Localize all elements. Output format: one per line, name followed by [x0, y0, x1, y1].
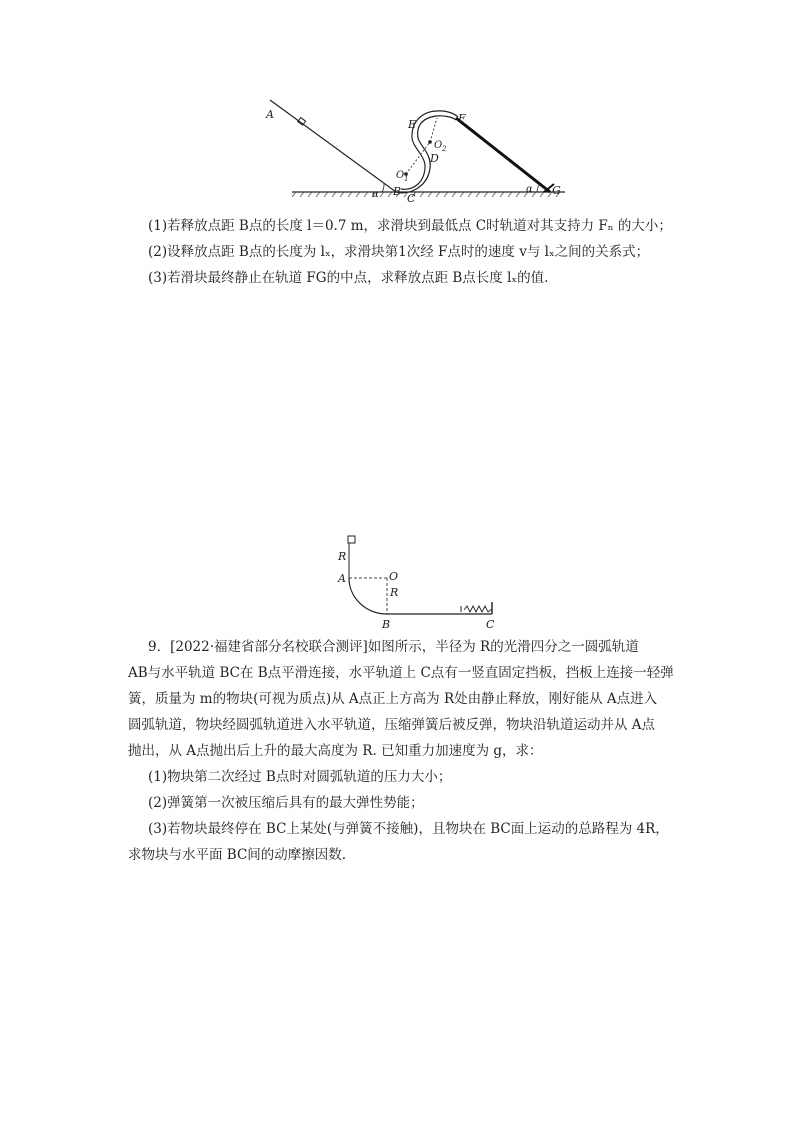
label-d: D [430, 152, 439, 165]
incline-ab [270, 100, 396, 192]
incline-fg [456, 118, 550, 192]
ground-hatching [292, 192, 560, 197]
label-o1-sub: 1 [404, 175, 409, 183]
label-e: E [408, 118, 417, 131]
problem-9-q2: (2)弹簧第一次被压缩后具有的最大弹性势能； [148, 795, 424, 811]
figure-2-svg [330, 530, 510, 630]
label-r-top: R [338, 550, 347, 563]
problem-9-q3a: (3)若物块最终停在 BC上某处(与弹簧不接触)，且物块在 BC面上运动的总路程为 4R， [148, 821, 669, 837]
problem-9-line3: 簧，质量为 m的物块(可视为质点)从 A点正上方高为 R处由静止释放，刚好能从 A点进入 [128, 691, 658, 707]
label-b: B [382, 618, 391, 630]
figure-1-svg [260, 96, 580, 208]
label-a: A [266, 108, 274, 121]
figure-2-track-diagram [330, 530, 510, 630]
label-a: A [338, 572, 346, 585]
label-g: G [552, 184, 561, 197]
radius-dotted-2 [430, 118, 437, 142]
quarter-arc-ab [349, 578, 387, 614]
problem-9 [128, 634, 688, 868]
label-o1: O [396, 170, 405, 181]
problem-9-line5: 抛出，从 A点抛出后上升的最大高度为 R. 已知重力加速度为 g，求： [128, 743, 543, 759]
angle-arc-right [537, 184, 540, 192]
problem-8-q1: (1)若释放点距 B点的长度 l＝0.7 m，求滑块到最低点 C时轨道对其支持力 Fₙ 的大小； [148, 218, 672, 234]
label-alpha-left: α [372, 189, 379, 200]
problem-8-questions [128, 213, 688, 291]
problem-8-q3: (3)若滑块最终静止在轨道 FG的中点，求释放点距 B点长度 lₓ的值. [148, 270, 549, 286]
label-r-mid: R [390, 586, 399, 599]
problem-9-q3b: 求物块与水平面 BC间的动摩擦因数. [128, 847, 347, 863]
problem-9-line4: 圆弧轨道，物块经圆弧轨道进入水平轨道，压缩弹簧后被反弹，物块沿轨道运动并从 A点 [128, 717, 656, 733]
label-b: B [393, 185, 402, 198]
label-alpha-right: α [526, 184, 533, 195]
label-o2-sub: 2 [442, 145, 447, 153]
problem-9-line1: 9．[2022·福建省部分名校联合测评]如图所示，半径为 R的光滑四分之一圆弧轨道 [148, 639, 639, 655]
label-o2: O [434, 140, 443, 151]
label-c: C [486, 618, 495, 630]
label-o: O [389, 570, 399, 583]
problem-8-q2: (2)设释放点距 B点的长度为 lₓ，求滑块第1次经 F点时的速度 v与 lₓ之间的关系式； [148, 244, 650, 260]
block-start [348, 536, 355, 543]
spring [464, 606, 492, 612]
figure-1-track-diagram [260, 96, 580, 208]
radius-dotted [406, 142, 430, 174]
problem-9-line2: AB与水平轨道 BC在 B点平滑连接，水平轨道上 C点有一竖直固定挡板，挡板上连接一轻弹 [128, 665, 674, 681]
point-o2 [428, 140, 432, 144]
label-f: F [458, 112, 466, 125]
problem-9-q1: (1)物块第二次经过 B点时对圆弧轨道的压力大小； [148, 769, 452, 785]
angle-arc-left [382, 184, 384, 192]
label-c: C [407, 192, 416, 205]
